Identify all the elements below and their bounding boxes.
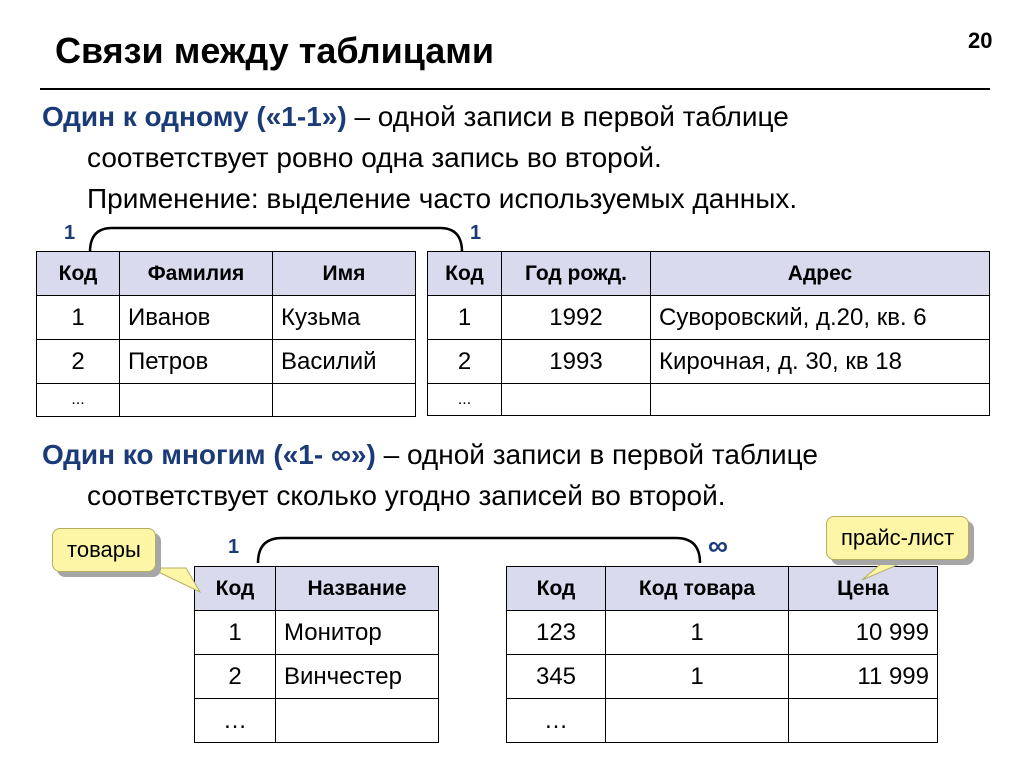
- table-cell: Суворовский, д.20, кв. 6: [651, 296, 990, 340]
- table-cell: Иванов: [120, 296, 273, 340]
- column-header: Имя: [273, 252, 416, 296]
- table-cell: 1: [428, 296, 502, 340]
- table-cell: …: [195, 699, 276, 743]
- column-header: Год рожд.: [502, 252, 651, 296]
- table-cell: 1: [37, 296, 120, 340]
- callout-price-list: прайс-лист: [826, 516, 969, 560]
- one-to-one-definition: – одной записи в первой таблице: [346, 101, 789, 132]
- one-to-one-line-2: соответствует ровно одна запись во второй.: [87, 142, 662, 173]
- table-cell: Кузьма: [273, 296, 416, 340]
- table-cell: 1: [606, 655, 789, 699]
- table-cell: 1: [606, 611, 789, 655]
- table-cell: 11 999: [789, 655, 938, 699]
- callout-products: товары: [52, 528, 156, 572]
- table-cell: 2: [428, 340, 502, 384]
- column-header: Код: [37, 252, 120, 296]
- table-cell: Кирочная, д. 30, кв 18: [651, 340, 990, 384]
- one-to-many-line-2: соответствует сколько угодно записей во второй.: [87, 480, 726, 511]
- table-cell: …: [507, 699, 606, 743]
- table-cell: 10 999: [789, 611, 938, 655]
- table-cell: Петров: [120, 340, 273, 384]
- column-header: Адрес: [651, 252, 990, 296]
- table-cell: 123: [507, 611, 606, 655]
- slide-title: Связи между таблицами: [55, 30, 495, 71]
- table-cell: ...: [37, 384, 120, 417]
- table-cell: 1992: [502, 296, 651, 340]
- column-header: Код: [507, 567, 606, 611]
- one-to-many-term: Один ко многим («1- ∞»): [42, 439, 376, 470]
- infinity-marker: ∞: [708, 530, 728, 561]
- table-cell: 2: [195, 655, 276, 699]
- table-cell: 2: [37, 340, 120, 384]
- column-header: Код: [195, 567, 276, 611]
- column-header: Фамилия: [120, 252, 273, 296]
- table-cell: 345: [507, 655, 606, 699]
- table-cell: Винчестер: [276, 655, 439, 699]
- column-header: Цена: [789, 567, 938, 611]
- column-header: Название: [276, 567, 439, 611]
- table-cell: ...: [428, 384, 502, 416]
- column-header: Код товара: [606, 567, 789, 611]
- table-cell: Василий: [273, 340, 416, 384]
- column-header: Код: [428, 252, 502, 296]
- one-to-one-left-marker: 1: [64, 222, 76, 244]
- one-to-one-line-3: Применение: выделение часто используемых данных.: [87, 183, 798, 214]
- table-cell: 1: [195, 611, 276, 655]
- page-number: 20: [968, 28, 993, 53]
- table-cell: Монитор: [276, 611, 439, 655]
- one-to-many-definition: – одной записи в первой таблице: [375, 439, 818, 470]
- table-cell: 1993: [502, 340, 651, 384]
- one-to-one-term: Один к одному («1-1»): [42, 101, 347, 132]
- one-to-many-left-marker: 1: [228, 536, 240, 558]
- one-to-one-right-marker: 1: [470, 222, 482, 244]
